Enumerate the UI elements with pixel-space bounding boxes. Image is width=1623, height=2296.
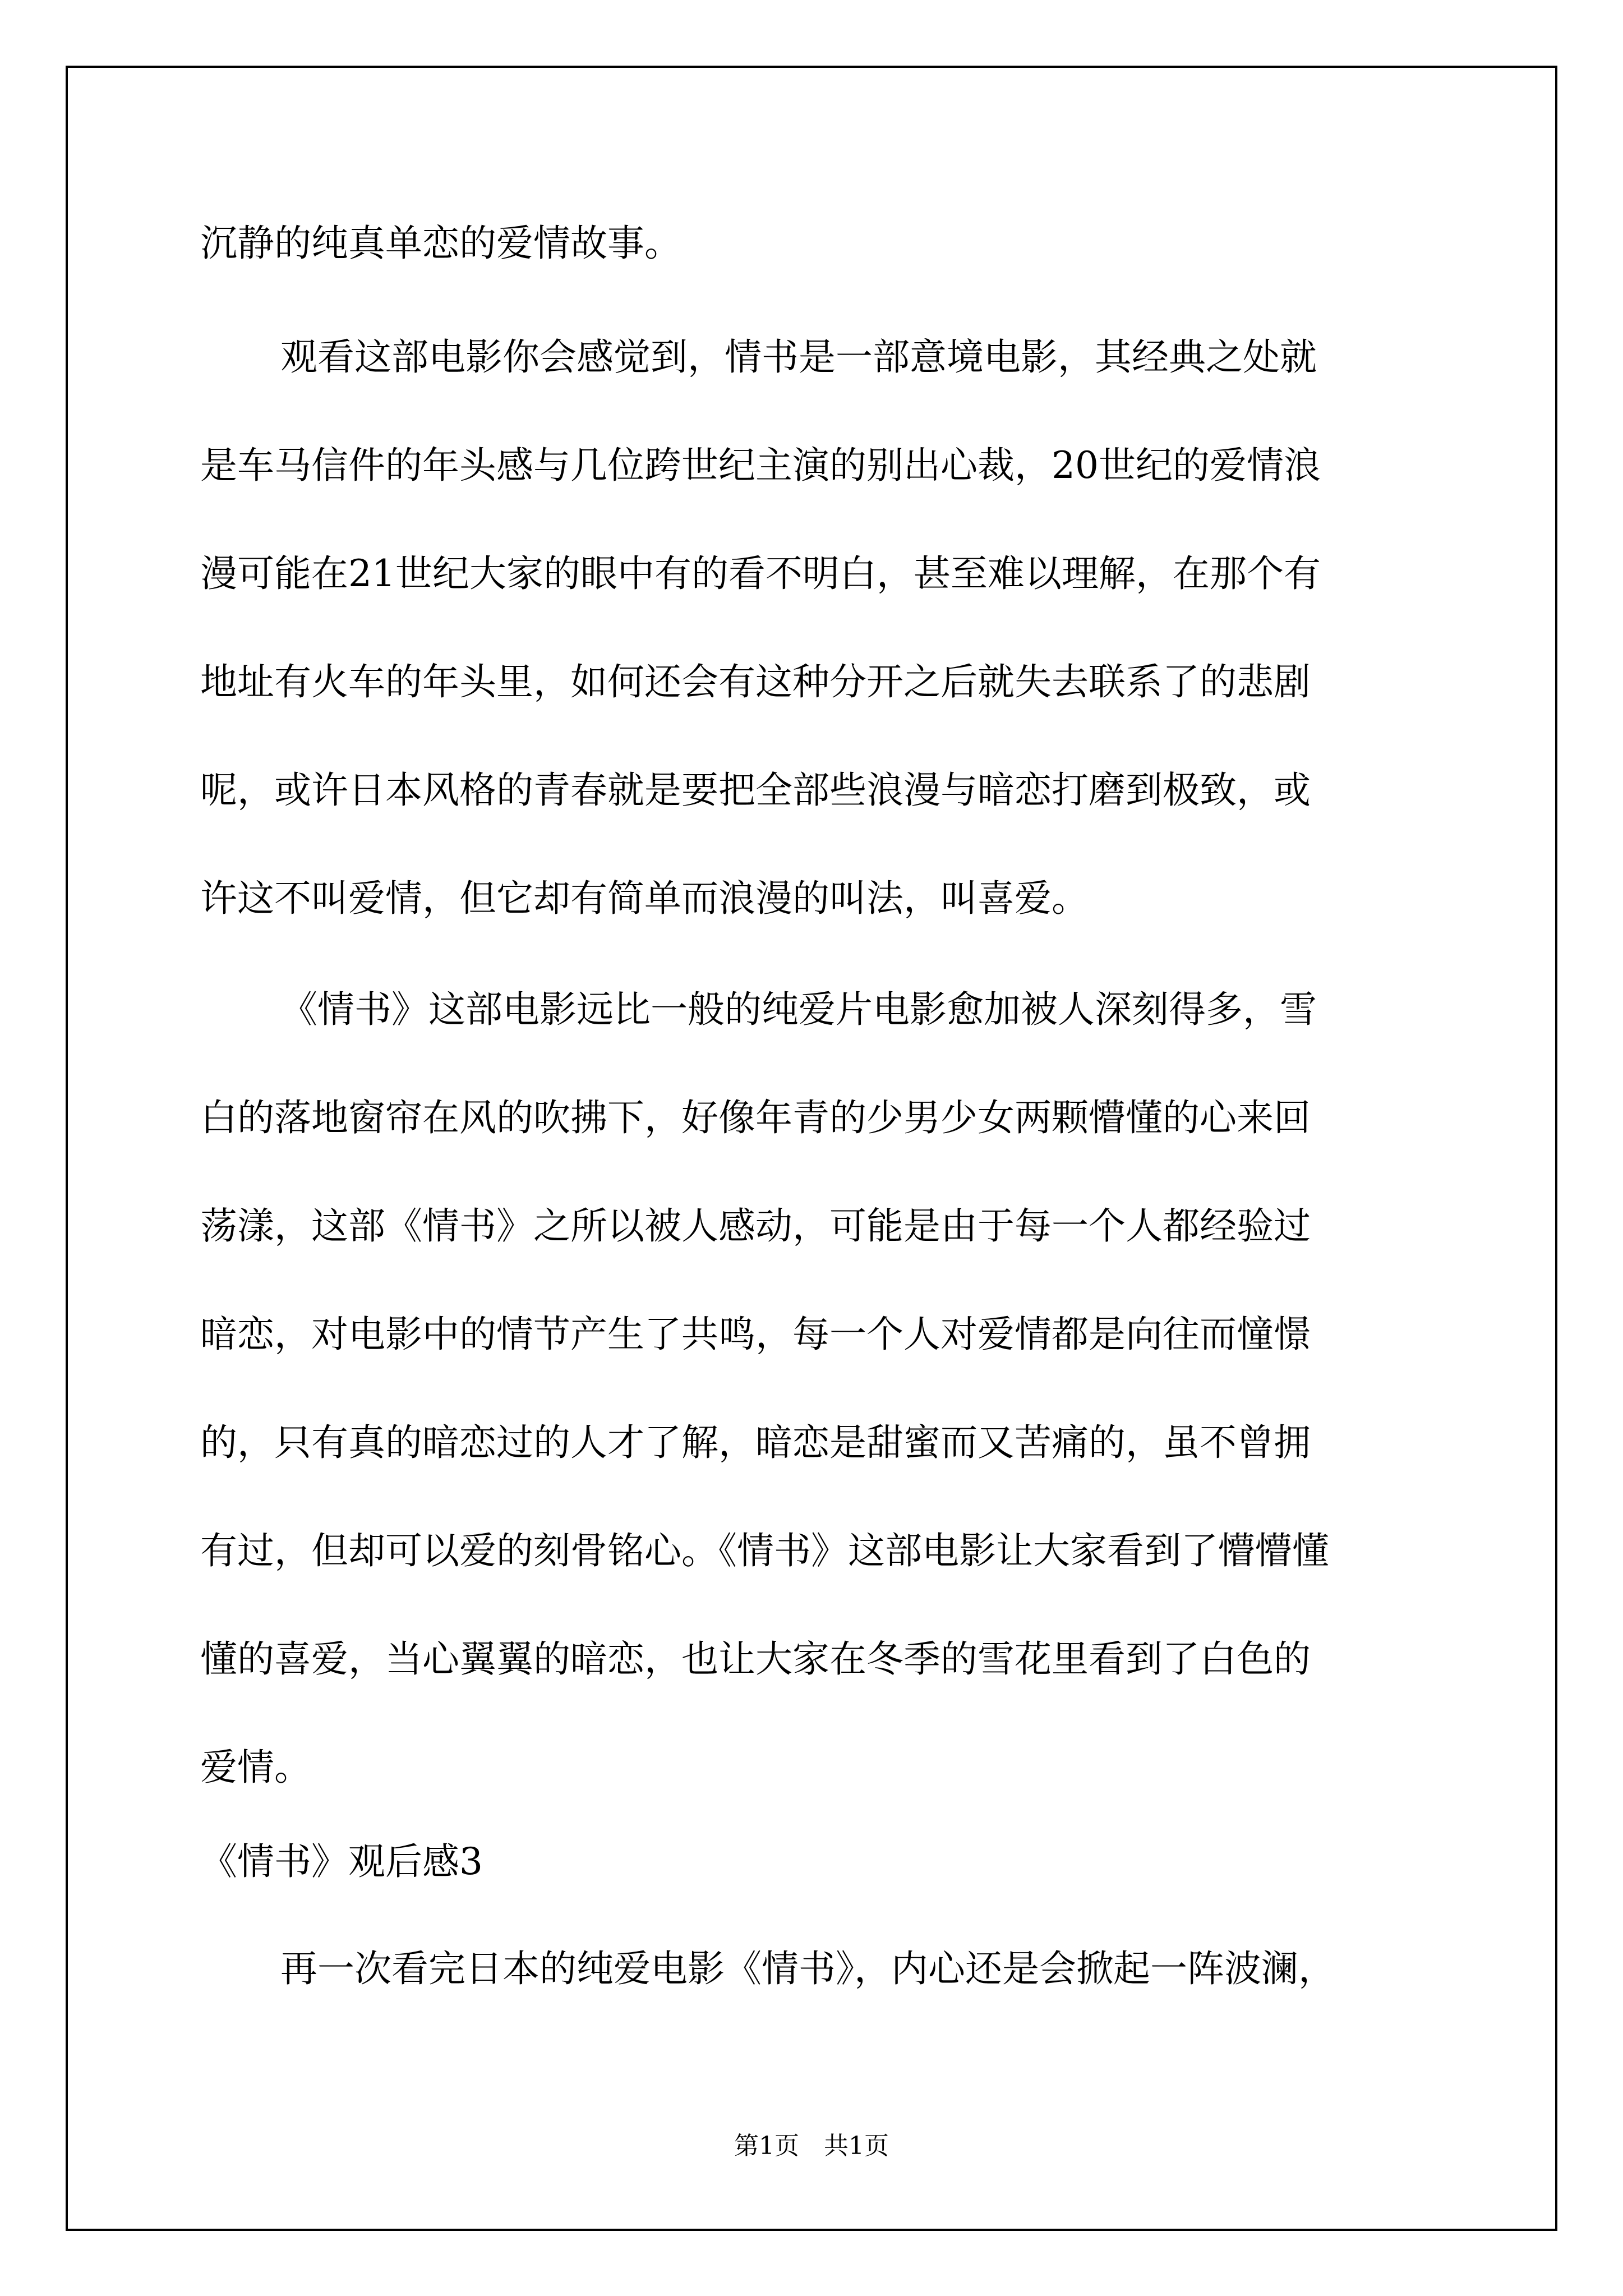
text-line: 暗恋，对电影中的情节产生了共鸣，每一个人对爱情都是向往而憧憬 xyxy=(200,1313,1311,1356)
text-line: 沉静的纯真单恋的爱情故事。 xyxy=(200,222,681,265)
page-footer: 第1页 共1页 xyxy=(734,2132,889,2160)
text-line: 有过，但却可以爱的刻骨铭心。《情书》这部电影让大家看到了懵懵懂 xyxy=(200,1529,1329,1572)
section-heading: 《情书》观后感3 xyxy=(200,1840,483,1883)
text-line: 呢，或许日本风格的青春就是要把全部些浪漫与暗恋打磨到极致，或 xyxy=(200,769,1311,812)
text-line: 爱情。 xyxy=(200,1746,311,1789)
text-line: 的，只有真的暗恋过的人才了解，暗恋是甜蜜而又苦痛的，虽不曾拥 xyxy=(200,1421,1311,1464)
text-line: 荡漾，这部《情书》之所以被人感动，可能是由于每一个人都经验过 xyxy=(200,1204,1311,1248)
paragraph-first-line: 再一次看完日本的纯爱电影《情书》，内心还是会掀起一阵波澜， xyxy=(280,1947,1335,1990)
text-line: 许这不叫爱情，但它却有简单而浪漫的叫法，叫喜爱。 xyxy=(200,877,1089,920)
page-border xyxy=(66,66,1557,2231)
paragraph-first-line: 《情书》这部电影远比一般的纯爱片电影愈加被人深刻得多，雪 xyxy=(280,988,1317,1031)
text-line: 懂的喜爱，当心翼翼的暗恋，也让大家在冬季的雪花里看到了白色的 xyxy=(200,1637,1311,1681)
paragraph-first-line: 观看这部电影你会感觉到，情书是一部意境电影，其经典之处就 xyxy=(280,335,1317,379)
text-line: 白的落地窗帘在风的吹拂下，好像年青的少男少女两颗懵懂的心来回 xyxy=(200,1096,1311,1139)
text-line: 漫可能在21世纪大家的眼中有的看不明白，甚至难以理解，在那个有 xyxy=(200,552,1321,595)
text-line: 地址有火车的年头里，如何还会有这种分开之后就失去联系了的悲剧 xyxy=(200,660,1311,703)
text-line: 是车马信件的年头感与几位跨世纪主演的别出心裁，20世纪的爱情浪 xyxy=(200,444,1321,487)
